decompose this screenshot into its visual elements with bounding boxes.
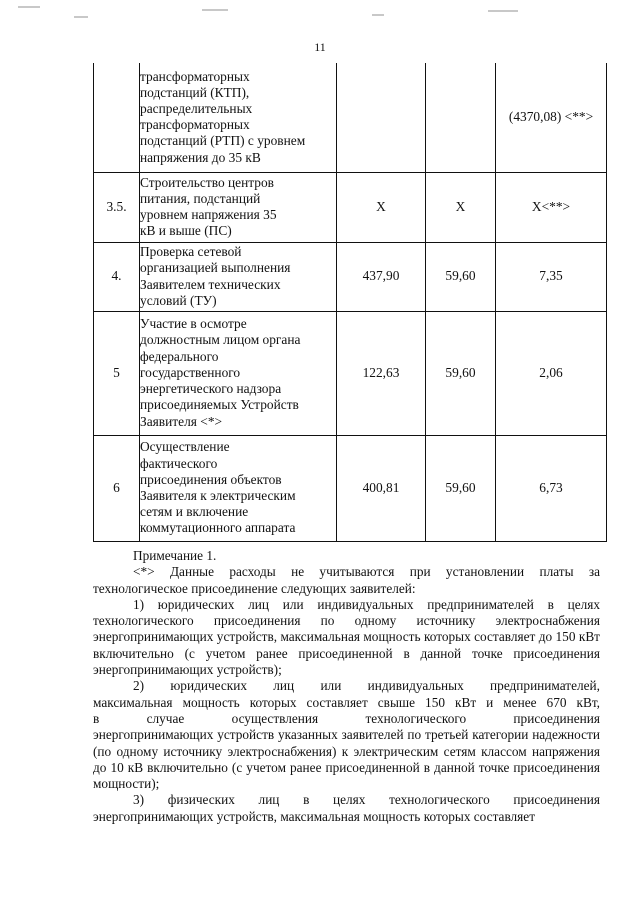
scan-artifact [372,14,384,16]
note-paragraph: 3) физических лиц в целях технологического присоединения энергопринимающих устройств, максимальная мощность которых составляет [93,792,600,824]
value-2: 59,60 [426,311,496,435]
value-1: 122,63 [337,311,426,435]
value-2: Х [426,172,496,242]
value-1 [337,63,426,172]
row-number: 3.5. [94,172,140,242]
table-row [94,172,607,242]
row-description: Проверка сетевой организацией выполнения Заявителем технических условий (ТУ) [140,242,337,311]
value-3: 6,73 [496,435,607,541]
page-number: 11 [314,40,326,54]
notes-section [93,548,600,825]
value-3: 2,06 [496,311,607,435]
row-number: 6 [94,435,140,541]
row-number: 5 [94,311,140,435]
table-row [94,435,607,541]
table-row [94,242,607,311]
note-paragraph: 1) юридических лиц или индивидуальных предпринимателей в целях технологического присоединения по одному источнику электроснабжения энергопринимающих устройств, максимальная мощность которых составляет до 150 кВт включительно (с учетом ранее присоединенной в данной точке присоединения энергопринимающих устройств); [93,596,600,678]
table-row [94,311,607,435]
row-description: трансформаторных подстанций (КТП), распределительных трансформаторных подстанций (РТП) с уровнем напряжения до 35 кВ [140,63,337,172]
scan-artifact [202,9,228,11]
note-paragraph: 2) юридических лиц или индивидуальных предпринимателей, максимальная мощность которых составляет свыше 150 кВт и менее 670 кВт, в случае осуществления технологического присоединения энергопринимающих устройств указанных заявителей по третьей категории надежности (по одному источнику электроснабжения) к электрическим сетям классом напряжения до 10 кВ включительно (с учетом ранее присоединенной в данной точке присоединения мощности); [93,678,600,792]
row-number [94,63,140,172]
value-1: 400,81 [337,435,426,541]
value-1: 437,90 [337,242,426,311]
value-3: Х<**> [496,172,607,242]
scan-artifact [74,16,88,18]
row-description: Строительство центров питания, подстанций уровнем напряжения 35 кВ и выше (ПС) [140,172,337,242]
scan-artifact [18,6,40,8]
value-1: Х [337,172,426,242]
scan-artifact [488,10,518,12]
row-description: Осуществление фактического присоединения объектов Заявителя к электрическим сетям и включение коммутационного аппарата [140,435,337,541]
value-3: 7,35 [496,242,607,311]
table-row [94,63,607,172]
row-description: Участие в осмотре должностным лицом органа федерального государственного энергетического надзора присоединяемых Устройств Заявителя <*> [140,311,337,435]
note-paragraph: <*> Данные расходы не учитываются при установлении платы за технологическое присоединение следующих заявителей: [93,564,600,596]
tariff-table [93,63,607,542]
value-2: 59,60 [426,435,496,541]
row-number: 4. [94,242,140,311]
value-3: (4370,08) <**> [496,63,607,172]
value-2: 59,60 [426,242,496,311]
value-2 [426,63,496,172]
notes-title: Примечание 1. [133,548,217,563]
